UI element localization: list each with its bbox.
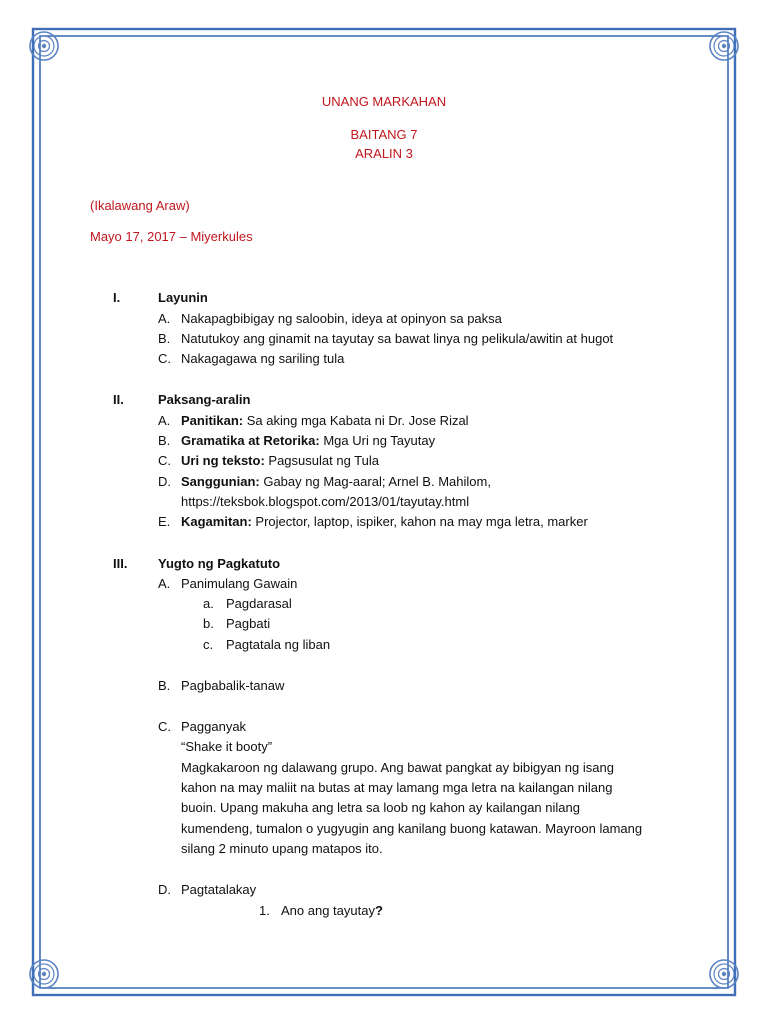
date-label: Mayo 17, 2017 – Miyerkules — [90, 229, 253, 244]
lesson-title: ARALIN 3 — [355, 146, 413, 161]
question-text — [281, 903, 383, 919]
sublist-letter: b. — [203, 616, 214, 631]
item-label: Panitikan: — [181, 413, 244, 428]
section-2-title: Paksang-aralin — [158, 392, 251, 407]
activity-title: “Shake it booty” — [181, 739, 273, 754]
sublist-letter: c. — [203, 637, 214, 652]
item-text: Gabay ng Mag-aaral; Arnel B. Mahilom, — [259, 474, 491, 489]
section-3-title: Yugto ng Pagkatuto — [158, 556, 281, 571]
item-label: Kagamitan: — [181, 514, 252, 529]
list-item: Natutukoy ang ginamit na tayutay sa bawat linya ng pelikula/awitin at hugot — [181, 331, 614, 346]
subsection-title: Pagganyak — [181, 719, 247, 734]
list-item-letter: D. — [158, 474, 171, 489]
section-2-number: II. — [113, 392, 124, 407]
list-item-letter: C. — [158, 453, 171, 468]
list-item-letter: A. — [158, 576, 171, 591]
list-item — [181, 514, 588, 530]
sublist-letter: a. — [203, 596, 214, 611]
item-label: Gramatika at Retorika: — [181, 433, 320, 448]
list-item — [181, 413, 469, 429]
list-item-letter: A. — [158, 413, 171, 428]
sublist-item: Pagdarasal — [226, 596, 292, 611]
subsection-title: Pagtatalakay — [181, 882, 257, 897]
item-text: Pagsusulat ng Tula — [264, 453, 379, 468]
list-item: Nakagagawa ng sariling tula — [181, 351, 345, 366]
quarter-title: UNANG MARKAHAN — [321, 94, 447, 109]
grade-title: BAITANG 7 — [350, 127, 418, 142]
list-item-letter: C. — [158, 351, 171, 366]
paragraph-line: Magkakaroon ng dalawang grupo. Ang bawat pangkat ay bibigyan ng isang — [181, 760, 614, 775]
sublist-item: Pagbati — [226, 616, 271, 631]
paragraph-line: kumendeng, tumalon o yugyugin ang kanilang buong katawan. Mayroon lamang — [181, 821, 643, 836]
paragraph-line: kahon na may maliit na butas at may lamang mga letra na kailangan nilang — [181, 780, 613, 795]
question-mark: ? — [374, 903, 383, 918]
list-item-letter: B. — [158, 331, 171, 346]
list-item: Nakapagbibigay ng saloobin, ideya at opinyon sa paksa — [181, 311, 502, 326]
section-1-number: I. — [113, 290, 121, 305]
question-body: Ano ang tayutay — [281, 903, 375, 918]
paragraph-line: silang 2 minuto upang matapos ito. — [181, 841, 383, 856]
item-text: Sa aking mga Kabata ni Dr. Jose Rizal — [243, 413, 469, 428]
list-item — [181, 433, 435, 449]
subsection-title: Pagbabalik-tanaw — [181, 678, 285, 693]
day-label: (Ikalawang Araw) — [90, 198, 190, 213]
list-item-letter: B. — [158, 678, 171, 693]
section-3-number: III. — [113, 556, 128, 571]
list-item — [181, 474, 491, 490]
item-label: Uri ng teksto: — [181, 453, 265, 468]
list-item-letter: C. — [158, 719, 171, 734]
list-item-letter: A. — [158, 311, 171, 326]
section-1-title: Layunin — [158, 290, 208, 305]
subsection-title: Panimulang Gawain — [181, 576, 298, 591]
list-item-letter: D. — [158, 882, 171, 897]
question-number: 1. — [259, 903, 270, 918]
list-item — [181, 453, 379, 469]
list-item-letter: B. — [158, 433, 171, 448]
item-label: Sanggunian: — [181, 474, 260, 489]
item-text: Mga Uri ng Tayutay — [319, 433, 436, 448]
paragraph-line: buoin. Upang makuha ang letra sa loob ng kahon ay kailangan nilang — [181, 800, 580, 815]
sublist-item: Pagtatala ng liban — [226, 637, 331, 652]
item-text: Projector, laptop, ispiker, kahon na may mga letra, marker — [251, 514, 588, 529]
reference-link[interactable]: https://teksbok.blogspot.com/2013/01/tayutay.html — [181, 494, 470, 509]
list-item-letter: E. — [158, 514, 171, 529]
